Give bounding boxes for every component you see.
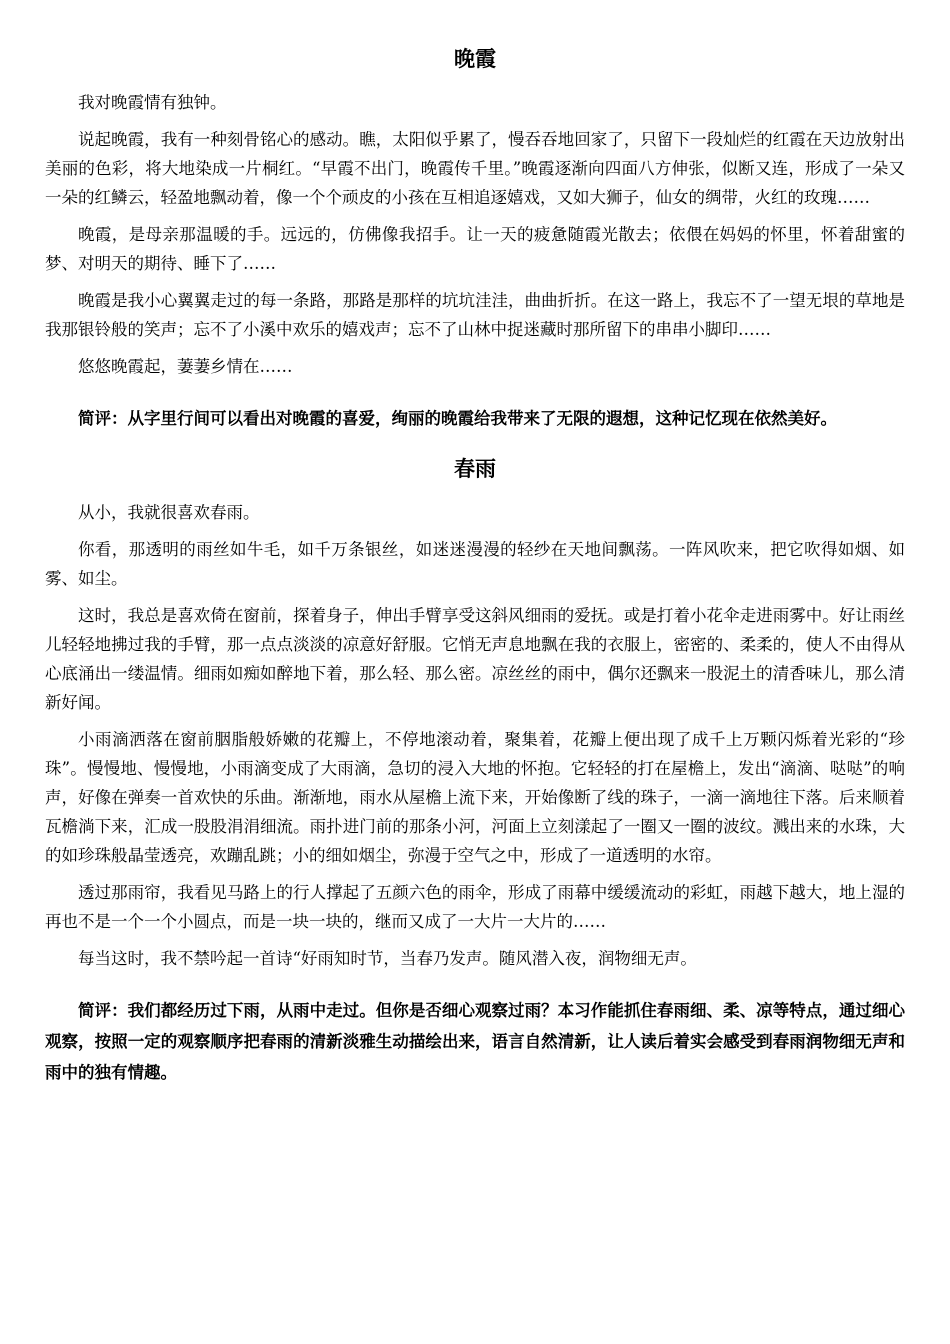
- essay-paragraph: 悠悠晚霞起，萋萋乡情在……: [78, 357, 293, 376]
- essay-paragraph: 透过那雨帘，我看见马路上的行人撑起了五颜六色的雨伞，形成了雨幕中缓缓流动的彩虹，雨越下越大，地上湿的再也不是一个一个小圆点，而是一块一块的，继而又成了一大片一大片的……: [45, 883, 905, 931]
- document-page: [45, 44, 905, 1088]
- essay-paragraph: 小雨滴洒落在窗前胭脂般娇嫩的花瓣上，不停地滚动着，聚集着，花瓣上便出现了成千上万颗闪烁着光彩的“珍珠”。慢慢地、慢慢地，小雨滴变成了大雨滴，急切的浸入大地的怀抱。它轻轻的打在屋檐上，发出“滴滴、哒哒”的响声，好像在弹奏一首欢快的乐曲。渐渐地，雨水从屋檐上流下来，开始像断了线的珠子，一滴一滴地往下落。后来顺着瓦檐淌下来，汇成一股股涓涓细流。雨扑进门前的那条小河，河面上立刻漾起了一圈又一圈的波纹。溅出来的水珠，大的如珍珠般晶莹透亮，欢蹦乱跳；小的细如烟尘，弥漫于空气之中，形成了一道透明的水帘。: [45, 730, 905, 865]
- essay-paragraph: 从小，我就很喜欢春雨。: [78, 503, 260, 522]
- essay-paragraph: 说起晚霞，我有一种刻骨铭心的感动。瞧，太阳似乎累了，慢吞吞地回家了，只留下一段灿烂的红霞在天边放射出美丽的色彩，将大地染成一片桐红。“早霞不出门，晚霞传千里。”晚霞逐渐向四面八方伸张，似断又连，形成了一朵又一朵的红鳞云，轻盈地飘动着，像一个个顽皮的小孩在互相追逐嬉戏，又如大狮子，仙女的绸带，火红的玫瑰……: [45, 130, 905, 207]
- essay-section-wanxia: [45, 44, 905, 434]
- essay-paragraph: 你看，那透明的雨丝如牛毛，如千万条银丝，如迷迷漫漫的轻纱在天地间飘荡。一阵风吹来，把它吹得如烟、如雾、如尘。: [45, 540, 905, 588]
- essay-comment: 简评：从字里行间可以看出对晚霞的喜爱，绚丽的晚霞给我带来了无限的遐想，这种记忆现在依然美好。: [78, 409, 837, 428]
- essay-paragraph: 晚霞是我小心翼翼走过的每一条路，那路是那样的坑坑洼洼，曲曲折折。在这一路上，我忘不了一望无垠的草地是我那银铃般的笑声；忘不了小溪中欢乐的嬉戏声；忘不了山林中捉迷藏时那所留下的串串小脚印……: [45, 291, 905, 339]
- essay-comment: 简评：我们都经历过下雨，从雨中走过。但你是否细心观察过雨？本习作能抓住春雨细、柔、凉等特点，通过细心观察，按照一定的观察顺序把春雨的清新淡雅生动描绘出来，语言自然清新，让人读后着实会感受到春雨润物细无声和雨中的独有情趣。: [45, 1001, 905, 1082]
- essay-title: 晚霞: [454, 47, 496, 71]
- essay-section-chunyu: [45, 454, 905, 1088]
- essay-paragraph: 这时，我总是喜欢倚在窗前，探着身子，伸出手臂享受这斜风细雨的爱抚。或是打着小花伞走进雨雾中。好让雨丝儿轻轻地拂过我的手臂，那一点点淡淡的凉意好舒服。它悄无声息地飘在我的衣服上，密密的、柔柔的，使人不由得从心底涌出一缕温情。细雨如痴如醉地下着，那么轻、那么密。凉丝丝的雨中，偶尔还飘来一股泥土的清香味儿，那么清新好闻。: [45, 606, 905, 712]
- essay-title: 春雨: [454, 457, 496, 481]
- essay-paragraph: 晚霞，是母亲那温暖的手。远远的，仿佛像我招手。让一天的疲惫随霞光散去；依偎在妈妈的怀里，怀着甜蜜的梦、对明天的期待、睡下了……: [45, 225, 905, 273]
- essay-paragraph: 每当这时，我不禁吟起一首诗“好雨知时节，当春乃发声。随风潜入夜，润物细无声。: [78, 949, 697, 968]
- essay-paragraph: 我对晚霞情有独钟。: [78, 93, 227, 112]
